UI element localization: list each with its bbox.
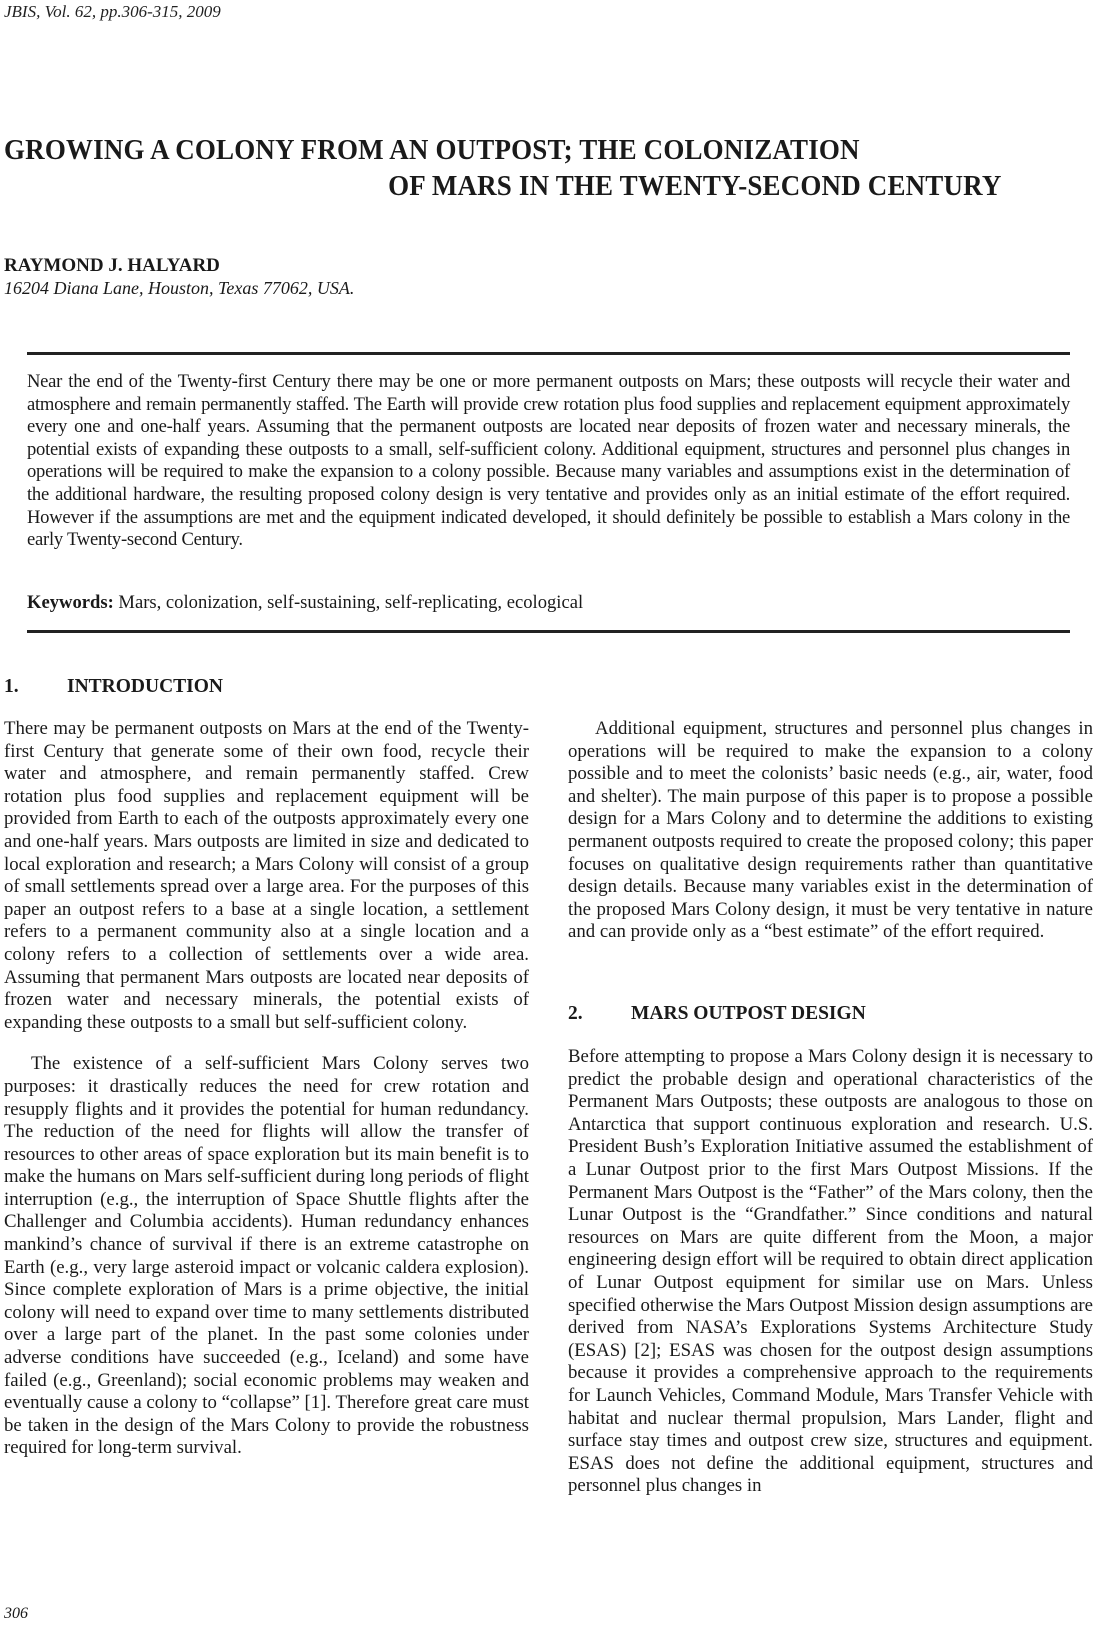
left-column — [4, 718, 529, 1460]
keywords — [27, 592, 583, 614]
paragraph: Additional equipment, structures and personnel plus changes in operations will be required to make the expansion to a colony possible and to meet the colonists’ basic needs (e.g., air, water, food and shelter). The main purpose of this paper is to propose a possible design for a Mars Colony and to determine the additions to existing permanent outposts required to create the proposed colony; this paper focuses on qualitative design requirements rather than quantitative design details. Because many variables exist in the determination of the proposed Mars Colony design, it must be very tentative in nature and can provide only as a “best estimate” of the effort required. — [568, 718, 1093, 943]
title-line-1: GROWING A COLONY FROM AN OUTPOST; THE COLONIZATION — [4, 134, 860, 166]
author-address: 16204 Diana Lane, Houston, Texas 77062, USA. — [4, 278, 355, 298]
title-line-2: OF MARS IN THE TWENTY-SECOND CENTURY — [388, 170, 1002, 202]
section-title: MARS OUTPOST DESIGN — [631, 1003, 866, 1024]
keywords-value: Mars, colonization, self-sustaining, self-replicating, ecological — [118, 592, 584, 613]
right-column-bottom — [568, 1046, 1093, 1498]
paragraph: There may be permanent outposts on Mars at the end of the Twenty-first Century that generate some of their own food, recycle their water and atmosphere, and remain permanently staffed. Crew rotation plus food supplies and replacement equipment will be provided from Earth to each of the outposts approximately every one and one-half years. Mars outposts are limited in size and dedicated to local exploration and research; a Mars Colony will consist of a group of small settlements spread over a large area. For the purposes of this paper an outpost refers to a base at a single location, a settlement refers to a permanent community also at a single location and a colony refers to a collection of settlements over a wide area. Assuming that permanent Mars outposts are located near deposits of frozen water and necessary minerals, the potential exists of expanding these outposts to a small but self-sufficient colony. — [4, 718, 529, 1033]
right-column-top — [568, 718, 1093, 944]
abstract-top-rule — [27, 352, 1070, 355]
section-heading-introduction — [4, 676, 223, 698]
abstract: Near the end of the Twenty-first Century there may be one or more permanent outposts on Mars; these outposts will recycle their water and atmosphere and remain permanently staffed. The Earth will provide crew rotation plus food supplies and replacement equipment approximately every one and one-half years. Assuming that the permanent outposts are located near deposits of frozen water and necessary minerals, the potential exists of expanding these outposts to a small, self-sufficient colony. Additional equipment, structures and personnel plus changes in operations will be required to make the expansion to a colony possible. Because many variables and assumptions exist in the determination of the additional hardware, the resulting proposed colony design is very tentative and provides only as an initial estimate of the effort required. However if the assumptions are met and the equipment indicated developed, it should definitely be possible to establish a Mars colony in the early Twenty-second Century. — [27, 371, 1070, 551]
paragraph: Before attempting to propose a Mars Colony design it is necessary to predict the probable design and operational characteristics of the Permanent Mars Outposts; these outposts are analogous to those on Antarctica that support continuous exploration and research. U.S. President Bush’s Exploration Initiative assumed the establishment of a Lunar Outpost prior to the first Mars Outpost Missions. If the Permanent Mars Outpost is the “Father” of the Mars colony, then the Lunar Outpost is the “Grandfather.” Since conditions and natural resources on Mars are quite different from the Moon, a major engineering design effort will be required to obtain direct application of Lunar Outpost equipment for similar use on Mars. Unless specified otherwise the Mars Outpost Mission design assumptions are derived from NASA’s Explorations Systems Architecture Study (ESAS) [2]; ESAS was chosen for the outpost design assumptions because it provides a comprehensive approach to the requirements for Launch Vehicles, Command Module, Mars Transfer Vehicle with habitat and nuclear thermal propulsion, Mars Lander, flight and surface stay times and outpost crew size, structures and equipment. ESAS does not define the additional equipment, structures and personnel plus changes in — [568, 1046, 1093, 1497]
keywords-label: Keywords: — [27, 592, 114, 613]
paper-title — [4, 132, 1018, 204]
abstract-bottom-rule — [27, 630, 1070, 633]
author-name: RAYMOND J. HALYARD — [4, 255, 220, 276]
running-head: JBIS, Vol. 62, pp.306-315, 2009 — [4, 2, 221, 21]
section-number: 1. — [4, 676, 19, 697]
section-title: INTRODUCTION — [67, 676, 224, 697]
section-number: 2. — [568, 1003, 583, 1024]
section-heading-mars-outpost-design — [568, 1003, 866, 1025]
page-number: 306 — [4, 1605, 28, 1622]
paragraph: The existence of a self-sufficient Mars Colony serves two purposes: it drastically reduces the need for crew rotation and resupply flights and it provides the potential for human redundancy. The reduction of the need for flights will allow the transfer of resources to other areas of space exploration but its main benefit is to make the humans on Mars self-sufficient during long periods of flight interruption (e.g., the interruption of Space Shuttle flights after the Challenger and Columbia accidents). Human redundancy enhances mankind’s chance of survival if there is an extreme catastrophe on Earth (e.g., very large asteroid impact or volcanic caldera explosion). Since complete exploration of Mars is a prime objective, the initial colony will need to expand over time to many settlements distributed over a large part of the planet. In the past some colonies under adverse conditions have succeeded (e.g., Iceland) and some have failed (e.g., Greenland); social economic problems may weaken and eventually cause a colony to “collapse” [1]. Therefore great care must be taken in the design of the Mars Colony to provide the robustness required for long-term survival. — [4, 1053, 529, 1459]
